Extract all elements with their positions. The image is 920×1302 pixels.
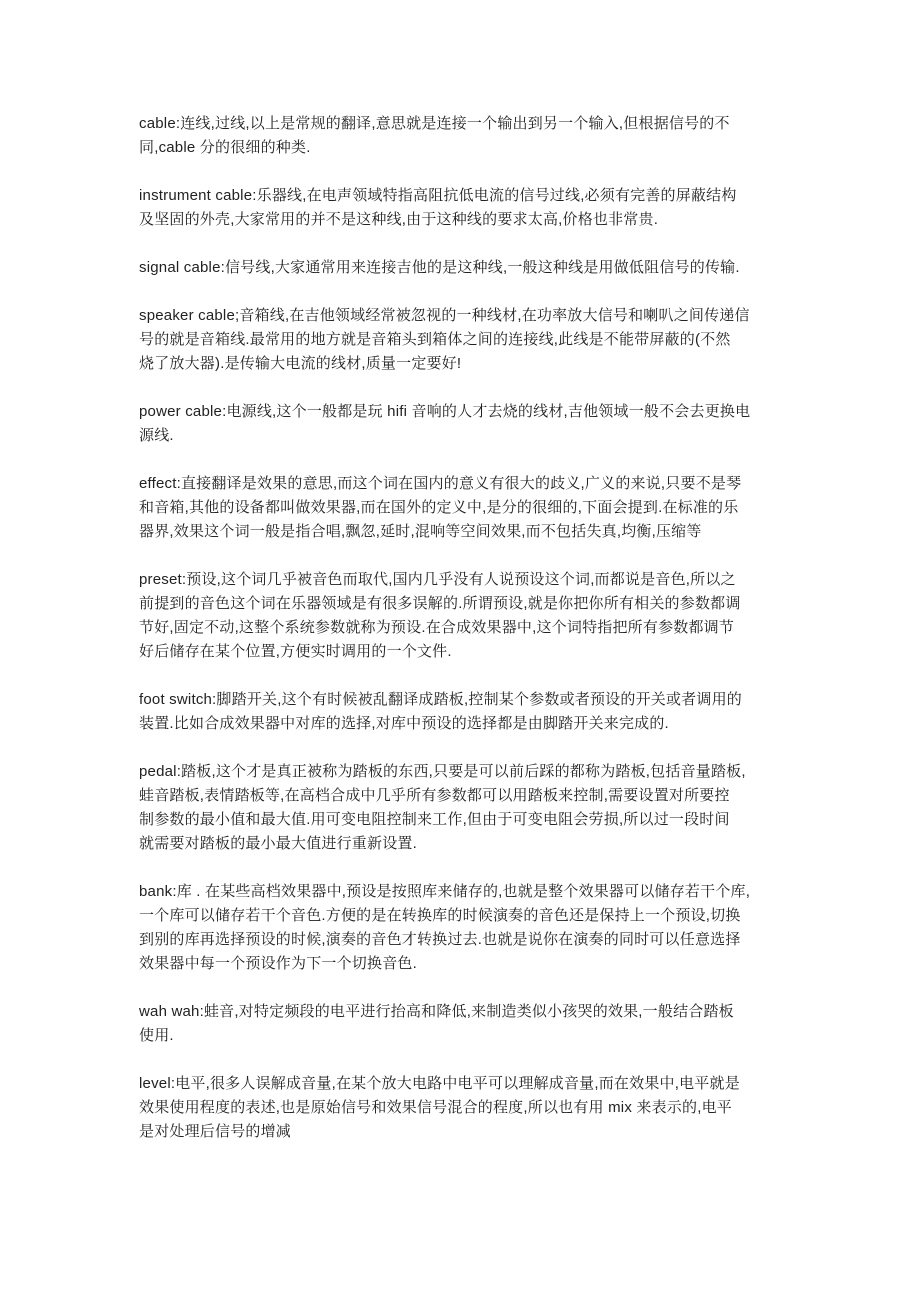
paragraph-line: 就需要对踏板的最小最大值进行重新设置. — [139, 835, 417, 852]
paragraph-line: 同,cable 分的很细的种类. — [139, 139, 311, 156]
glossary-entry-signal-cable — [139, 256, 789, 280]
paragraph-line: signal cable:信号线,大家通常用来连接吉他的是这种线,一般这种线是用做低阻信号的传输. — [139, 259, 740, 276]
glossary-entry-instrument-cable — [139, 184, 789, 232]
paragraph-line: cable:连线,过线,以上是常规的翻译,意思就是连接一个输出到另一个输入,但根据信号的不 — [139, 115, 730, 132]
glossary-entry-preset — [139, 568, 789, 664]
paragraph-line: level:电平,很多人误解成音量,在某个放大电路中电平可以理解成音量,而在效果中,电平就是 — [139, 1075, 740, 1092]
paragraph-line: 及坚固的外壳,大家常用的并不是这种线,由于这种线的要求太高,价格也非常贵. — [139, 211, 659, 228]
paragraph-line: 一个库可以储存若干个音色.方便的是在转换库的时候演奏的音色还是保持上一个预设,切换 — [139, 907, 741, 924]
paragraph-line: 源线. — [139, 427, 174, 444]
paragraph-line: power cable:电源线,这个一般都是玩 hifi 音响的人才去烧的线材,吉他领域一般不会去更换电 — [139, 403, 751, 420]
paragraph-line: instrument cable:乐器线,在电声领域特指高阻抗低电流的信号过线,必须有完善的屏蔽结构 — [139, 187, 737, 204]
glossary-entry-level — [139, 1072, 789, 1144]
paragraph-line: 器界,效果这个词一般是指合唱,飘忽,延时,混响等空间效果,而不包括失真,均衡,压缩等 — [139, 523, 702, 540]
paragraph-line: preset:预设,这个词几乎被音色而取代,国内几乎没有人说预设这个词,而都说是音色,所以之 — [139, 571, 736, 588]
paragraph-line: effect:直接翻译是效果的意思,而这个词在国内的意义有很大的歧义,广义的来说,只要不是琴 — [139, 475, 742, 492]
paragraph-line: 烧了放大器).是传输大电流的线材,质量一定要好! — [139, 355, 462, 372]
document-page — [139, 112, 789, 1168]
glossary-entry-bank — [139, 880, 789, 976]
paragraph-line: 蛙音踏板,表情踏板等,在高档合成中几乎所有参数都可以用踏板来控制,需要设置对所要控 — [139, 787, 730, 804]
paragraph-line: pedal:踏板,这个才是真正被称为踏板的东西,只要是可以前后踩的都称为踏板,包括音量踏板, — [139, 763, 746, 780]
glossary-entry-wah-wah — [139, 1000, 789, 1048]
paragraph-line: 好后储存在某个位置,方便实时调用的一个文件. — [139, 643, 452, 660]
glossary-entry-foot-switch — [139, 688, 789, 736]
paragraph-line: 前提到的音色这个词在乐器领域是有很多误解的.所谓预设,就是你把你所有相关的参数都调 — [139, 595, 741, 612]
paragraph-line: speaker cable;音箱线,在吉他领域经常被忽视的一种线材,在功率放大信号和喇叭之间传递信 — [139, 307, 750, 324]
paragraph-line: bank:库 . 在某些高档效果器中,预设是按照库来储存的,也就是整个效果器可以储存若干个库, — [139, 883, 751, 900]
paragraph-line: wah wah:蛙音,对特定频段的电平进行抬高和降低,来制造类似小孩哭的效果,一般结合踏板 — [139, 1003, 734, 1020]
paragraph-line: 效果使用程度的表述,也是原始信号和效果信号混合的程度,所以也有用 mix 来表示的,电平 — [139, 1099, 732, 1116]
paragraph-line: 装置.比如合成效果器中对库的选择,对库中预设的选择都是由脚踏开关来完成的. — [139, 715, 669, 732]
glossary-entry-cable — [139, 112, 789, 160]
glossary-entry-pedal — [139, 760, 789, 856]
paragraph-line: foot switch:脚踏开关,这个有时候被乱翻译成踏板,控制某个参数或者预设的开关或者调用的 — [139, 691, 742, 708]
glossary-entry-power-cable — [139, 400, 789, 448]
paragraph-line: 制参数的最小值和最大值.用可变电阻控制来工作,但由于可变电阻会劳损,所以过一段时间 — [139, 811, 730, 828]
paragraph-line: 和音箱,其他的设备都叫做效果器,而在国外的定义中,是分的很细的,下面会提到.在标准的乐 — [139, 499, 739, 516]
paragraph-line: 节好,固定不动,这整个系统参数就称为预设.在合成效果器中,这个词特指把所有参数都调节 — [139, 619, 735, 636]
glossary-entry-effect — [139, 472, 789, 544]
paragraph-line: 使用. — [139, 1027, 174, 1044]
glossary-entry-speaker-cable — [139, 304, 789, 376]
paragraph-line: 到别的库再选择预设的时候,演奏的音色才转换过去.也就是说你在演奏的同时可以任意选择 — [139, 931, 741, 948]
paragraph-line: 效果器中每一个预设作为下一个切换音色. — [139, 955, 417, 972]
paragraph-line: 是对处理后信号的增减 — [139, 1123, 292, 1140]
paragraph-line: 号的就是音箱线.最常用的地方就是音箱头到箱体之间的连接线,此线是不能带屏蔽的(不然 — [139, 331, 731, 348]
